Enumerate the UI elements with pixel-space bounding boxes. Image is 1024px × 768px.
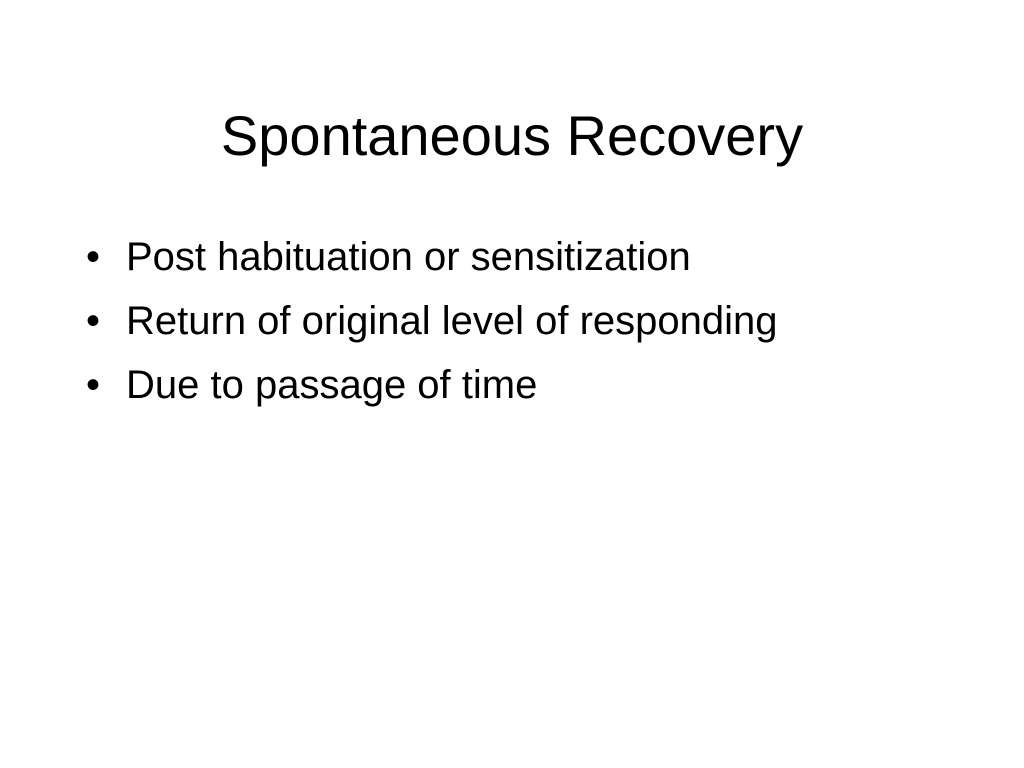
- bullet-item: [80, 358, 960, 412]
- bullet-icon: •: [86, 235, 101, 279]
- bullet-text: Post habituation or sensitization: [126, 235, 691, 279]
- bullet-icon: •: [86, 363, 101, 407]
- bullet-list: [80, 230, 960, 422]
- slide-title: Spontaneous Recovery: [220, 104, 804, 167]
- bullet-item: [80, 294, 960, 348]
- bullet-text: Return of original level of responding: [126, 299, 778, 343]
- bullet-item: [80, 230, 960, 284]
- bullet-text: Due to passage of time: [126, 363, 538, 407]
- bullet-icon: •: [86, 299, 101, 343]
